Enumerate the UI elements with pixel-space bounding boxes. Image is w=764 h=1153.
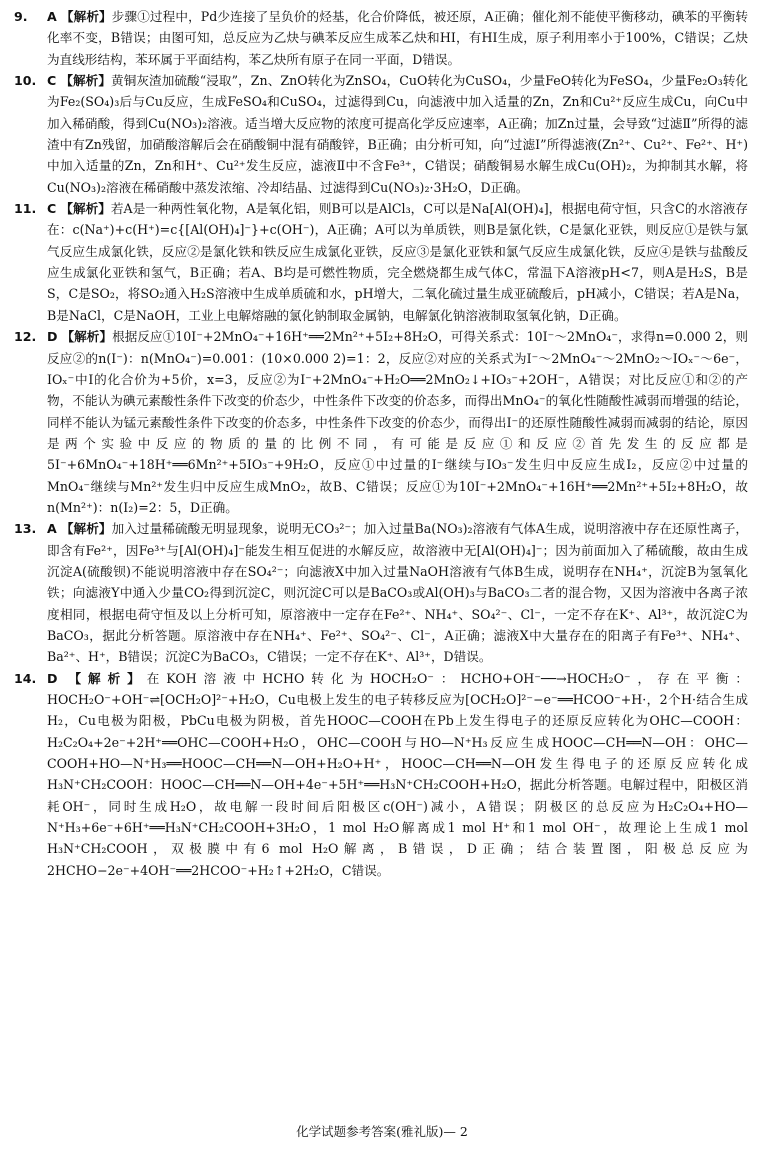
answer-item-11 xyxy=(14,198,748,326)
question-number: 14. xyxy=(14,670,37,686)
analysis-tag: 【解析】 xyxy=(60,521,112,537)
analysis-text: 步骤①过程中，Pd少连接了呈负价的烃基，化合价降低，被还原，A正确；催化剂不能使平衡移动，碘苯的平衡转化率不变，B错误；由图可知，总反应为乙炔与碘苯反应生成苯乙炔和HI，有HI生成，原子利用率小于100%，C错误；乙炔为直线形结构，苯环属于平面结构，苯乙炔所有原子在同一平面，D错误。 xyxy=(47,9,748,67)
answer-paragraph xyxy=(14,70,748,198)
answer-letter: C xyxy=(47,201,57,217)
answer-paragraph xyxy=(14,326,748,518)
answer-letter: C xyxy=(47,73,57,89)
page-footer: 化学试题参考答案(雅礼版)— 2 xyxy=(296,1124,468,1139)
analysis-text: 加入过量稀硫酸无明显现象，说明无CO₃²⁻；加入过量Ba(NO₃)₂溶液有气体A生成，说明溶液中存在还原性离子，即含有Fe²⁺，因Fe³⁺与[Al(OH)₄]⁻能发生相互促进的水解反应，故溶液中无[Al(OH)₄]⁻；因为前面加入了稀硫酸，故由生成沉淀A(硫酸钡)不能说明溶液中存在SO₄²⁻；向滤液X中加入过量NaOH溶液有气体B生成，说明存在NH₄⁺，沉淀B为氢氧化铁；向滤液Y中通入少量CO₂得到沉淀C，则沉淀C可以是BaCO₃或Al(OH)₃与BaCO₃二者的混合物，又因为溶液中各离子浓度相同，根据电荷守恒及以上分析可知，原溶液中一定存在Fe²⁺、NH₄⁺、SO₄²⁻、Cl⁻，一定不存在K⁺、Al³⁺，故沉淀C为BaCO₃，据此分析答题。原溶液中存在NH₄⁺、Fe²⁺、SO₄²⁻、Cl⁻，A正确；滤液X中大量存在的阳离子有Fe³⁺、NH₄⁺、Ba²⁺、H⁺，B错误；沉淀C为BaCO₃，C错误；一定不存在K⁺、Al³⁺，D错误。 xyxy=(47,521,748,665)
analysis-text: 根据反应①10I⁻+2MnO₄⁻+16H⁺══2Mn²⁺+5I₂+8H₂O，可得关系式：10I⁻～2MnO₄⁻，求得n=0.000 2，则反应②的n(I⁻)：n(MnO₄⁻)=0.001：(10×0.000 2)=1：2，反应②对应的关系式为I⁻～2MnO₄⁻～2MnO₂～IOₓ⁻～6e⁻，IOₓ⁻中I的化合价为+5价，x=3，反应②为I⁻+2MnO₄⁻+H₂O══2MnO₂↓+IO₃⁻+2OH⁻，A错误；对比反应①和②的产物，不能认为碘元素酸性条件下改变的价态少，中性条件下改变的价态多，而得出MnO₄⁻的氧化性随酸性减弱而增强的结论，同样不能认为锰元素酸性条件下改变的价态多，中性条件下改变的价态少，而得出I⁻的还原性随酸性减弱而减弱的结论，原因是两个实验中反应的物质的量的比例不同，有可能是反应①和反应②首先发生的反应都是5I⁻+6MnO₄⁻+18H⁺══6Mn²⁺+5IO₃⁻+9H₂O，反应①中过量的I⁻继续与IO₃⁻发生归中反应生成I₂，反应②中过量的MnO₄⁻继续与Mn²⁺发生归中反应生成MnO₂，故B、C错误；反应①为10I⁻+2MnO₄⁻+16H⁺══2Mn²⁺+5I₂+8H₂O，故n(Mn²⁺)：n(I₂)=2：5，D正确。 xyxy=(47,329,749,515)
answer-item-10 xyxy=(14,70,748,198)
analysis-text: 黄铜灰渣加硫酸“浸取”，Zn、ZnO转化为ZnSO₄，CuO转化为CuSO₄，少量FeO转化为FeSO₄，少量Fe₂O₃转化为Fe₂(SO₄)₃后与Cu反应，生成FeSO₄和CuSO₄，过滤得到Cu，向滤液中加入适量的Zn，Zn和Cu²⁺反应生成Cu，向Cu中加入稀硝酸，得到Cu(NO₃)₂溶液。适当增大反应物的浓度可提高化学反应速率，A正确；加Zn过量，会导致“过滤Ⅱ”所得的滤渣中有Zn残留，加硝酸溶解后会在硝酸铜中混有硝酸锌，B正确；由分析可知，向“过滤Ⅰ”所得滤液(Zn²⁺、Cu²⁺、Fe²⁺、H⁺)中加入适量的Zn，Zn和H⁺、Cu²⁺发生反应，滤液Ⅱ中不含Fe³⁺，C错误；硝酸铜易水解生成Cu(OH)₂，为抑制其水解，将Cu(NO₃)₂溶液在稀硝酸中蒸发浓缩、冷却结晶、过滤得到Cu(NO₃)₂·3H₂O，D正确。 xyxy=(47,73,749,195)
answer-item-13 xyxy=(14,518,748,667)
answer-item-12 xyxy=(14,326,748,518)
question-number: 10. xyxy=(14,73,37,89)
analysis-tag: 【解析】 xyxy=(68,670,147,686)
question-number: 9. xyxy=(14,9,28,24)
answer-letter: A xyxy=(47,521,57,537)
answer-letter: D xyxy=(47,329,58,345)
answer-paragraph xyxy=(14,198,748,326)
analysis-tag: 【解析】 xyxy=(60,201,111,217)
question-number: 11. xyxy=(14,201,37,217)
question-number: 13. xyxy=(14,521,37,537)
answer-paragraph xyxy=(14,668,748,881)
question-number: 12. xyxy=(14,329,37,345)
analysis-tag: 【解析】 xyxy=(61,329,113,345)
answer-item-14 xyxy=(14,668,748,881)
answer-paragraph xyxy=(14,518,748,667)
answer-paragraph xyxy=(14,6,748,70)
answer-letter: D xyxy=(47,670,58,686)
answer-letter: A xyxy=(47,9,57,24)
analysis-tag: 【解析】 xyxy=(60,73,112,89)
analysis-text: 若A是一种两性氧化物，A是氧化铝，则B可以是AlCl₃，C可以是Na[Al(OH)₄]，根据电荷守恒，只含C的水溶液存在：c(Na⁺)+c(H⁺)=c{[Al(OH)₄]⁻}+c(OH⁻)，A正确；A可以为单质铁，则B是氯化铁，C是氯化亚铁，则反应①是铁与氯气反应生成氯化铁，反应②是氯化铁和铁反应生成氯化亚铁，反应③是氯化亚铁和氯气反应生成氯化铁，反应④是铁与盐酸反应生成氯化亚铁和氢气，B正确；若A、B均是可燃性物质，完全燃烧都生成气体C，常温下A溶液pH<7，则A是H₂S，B是S，C是SO₂，将SO₂通入H₂S溶液中生成单质硫和水，pH增大，二氧化硫过量生成亚硫酸后，pH减小，C错误；若A是Na，B是NaCl，C是NaOH，工业上电解熔融的氯化钠制取金属钠，电解氯化钠溶液制取氢氧化钠，D正确。 xyxy=(47,201,748,323)
answer-item-9 xyxy=(14,6,748,70)
analysis-tag: 【解析】 xyxy=(60,9,112,24)
analysis-text: 在KOH溶液中HCHO转化为HOCH₂O⁻：HCHO+OH⁻──→HOCH₂O⁻，存在平衡：HOCH₂O⁻+OH⁻⇌[OCH₂O]²⁻+H₂O，Cu电极上发生的电子转移反应为[OCH₂O]²⁻−e⁻══HCOO⁻+H·，2个H·结合生成H₂，Cu电极为阳极，PbCu电极为阴极，首先HOOC—COOH在Pb上发生得电子的还原反应转化为OHC—COOH：H₂C₂O₄+2e⁻+2H⁺══OHC—COOH+H₂O，OHC—COOH与HO—N⁺H₃反应生成HOOC—CH══N—OH：OHC—COOH+HO—N⁺H₃══HOOC—CH══N—OH+H₂O+H⁺，HOOC—CH══N—OH发生得电子的还原反应转化成H₃N⁺CH₂COOH：HOOC—CH══N—OH+4e⁻+5H⁺══H₃N⁺CH₂COOH+H₂O，据此分析答题。电解过程中，阳极区消耗OH⁻，同时生成H₂O，故电解一段时间后阳极区c(OH⁻)减小，A错误；阴极区的总反应为H₂C₂O₄+HO—N⁺H₃+6e⁻+6H⁺══H₃N⁺CH₂COOH+3H₂O，1 mol H₂O解离成1 mol H⁺和1 mol OH⁻，故理论上生成1 mol H₃N⁺CH₂COOH，双极膜中有6 mol H₂O解离，B错误，D正确；结合装置图，阳极总反应为2HCHO−2e⁻+4OH⁻══2HCOO⁻+H₂↑+2H₂O，C错误。 xyxy=(47,670,748,878)
